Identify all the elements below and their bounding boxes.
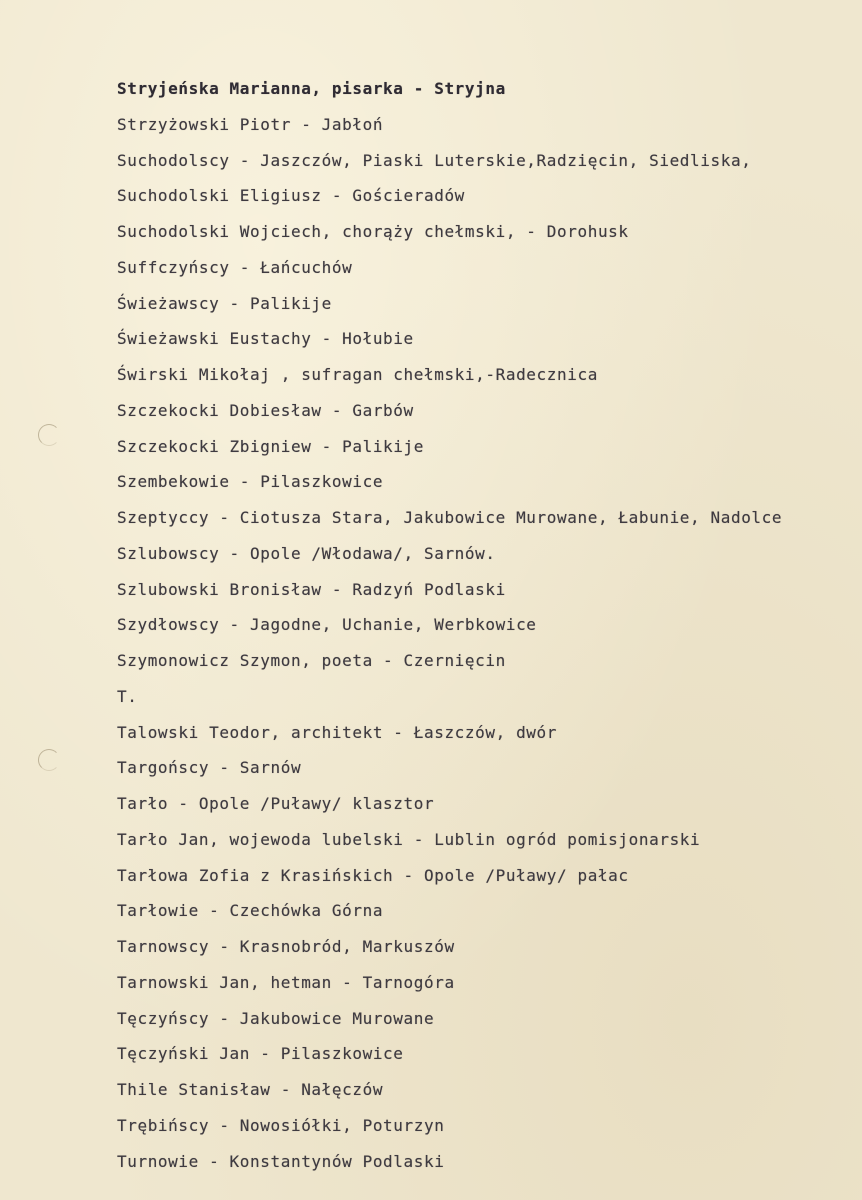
index-entry: Turnowie - Konstantynów Podlaski (117, 1151, 445, 1171)
index-entry: Szlubowski Bronisław - Radzyń Podlaski (117, 579, 506, 599)
section-letter: T. (117, 686, 138, 706)
index-entry: Suchodolski Wojciech, chorąży chełmski, - Dorohusk (117, 222, 629, 241)
index-entry: Świeżawski Eustachy - Hołubie (117, 329, 414, 349)
index-entry: Targońscy - Sarnów (117, 758, 302, 778)
index-entry: Szembekowie - Pilaszkowice (117, 472, 384, 492)
index-entry: Suchodolscy - Jaszczów, Piaski Luterskie,Radzięcin, Siedliska, (117, 150, 752, 170)
index-entry: Szczekocki Dobiesław - Garbów (117, 400, 414, 420)
index-entry: Szczekocki Zbigniew - Palikije (117, 436, 424, 456)
punch-hole-mark (38, 749, 60, 771)
index-entry: Świrski Mikołaj , sufragan chełmski,-Radecznica (117, 365, 598, 384)
index-entry: Tarło Jan, wojewoda lubelski - Lublin ogród pomisjonarski (117, 829, 701, 849)
index-entry: Szeptyccy - Ciotusza Stara, Jakubowice Murowane, Łabunie, Nadolce (117, 508, 783, 527)
index-entry: Tarnowski Jan, hetman - Tarnogóra (117, 972, 455, 992)
index-entry: Suffczyńscy - Łańcuchów (117, 257, 353, 277)
index-entry: Stryjeńska Marianna, pisarka - Stryjna (117, 79, 506, 98)
index-entry: Szlubowscy - Opole /Włodawa/, Sarnów. (117, 543, 496, 563)
index-entry: Tęczyńscy - Jakubowice Murowane (117, 1008, 435, 1028)
index-entry: Suchodolski Eligiusz - Gościeradów (117, 186, 465, 206)
index-entry-list (117, 74, 862, 1182)
index-entry: Szymonowicz Szymon, poeta - Czernięcin (117, 651, 506, 670)
index-entry: Trębińscy - Nowosiółki, Poturzyn (117, 1115, 445, 1135)
index-entry: Tarłowa Zofia z Krasińskich - Opole /Puławy/ pałac (117, 865, 629, 885)
index-entry: Tarło - Opole /Puławy/ klasztor (117, 794, 435, 813)
punch-hole-mark (38, 424, 60, 446)
index-entry: Thile Stanisław - Nałęczów (117, 1080, 384, 1099)
index-entry: Strzyżowski Piotr - Jabłoń (117, 114, 384, 134)
index-entry: Świeżawscy - Palikije (117, 293, 332, 313)
index-entry: Szydłowscy - Jagodne, Uchanie, Werbkowice (117, 615, 537, 635)
index-entry: Tęczyński Jan - Pilaszkowice (117, 1044, 404, 1064)
index-entry: Talowski Teodor, architekt - Łaszczów, dwór (117, 722, 558, 742)
index-entry: Tarłowie - Czechówka Górna (117, 901, 384, 921)
index-entry: Tarnowscy - Krasnobród, Markuszów (117, 937, 455, 956)
